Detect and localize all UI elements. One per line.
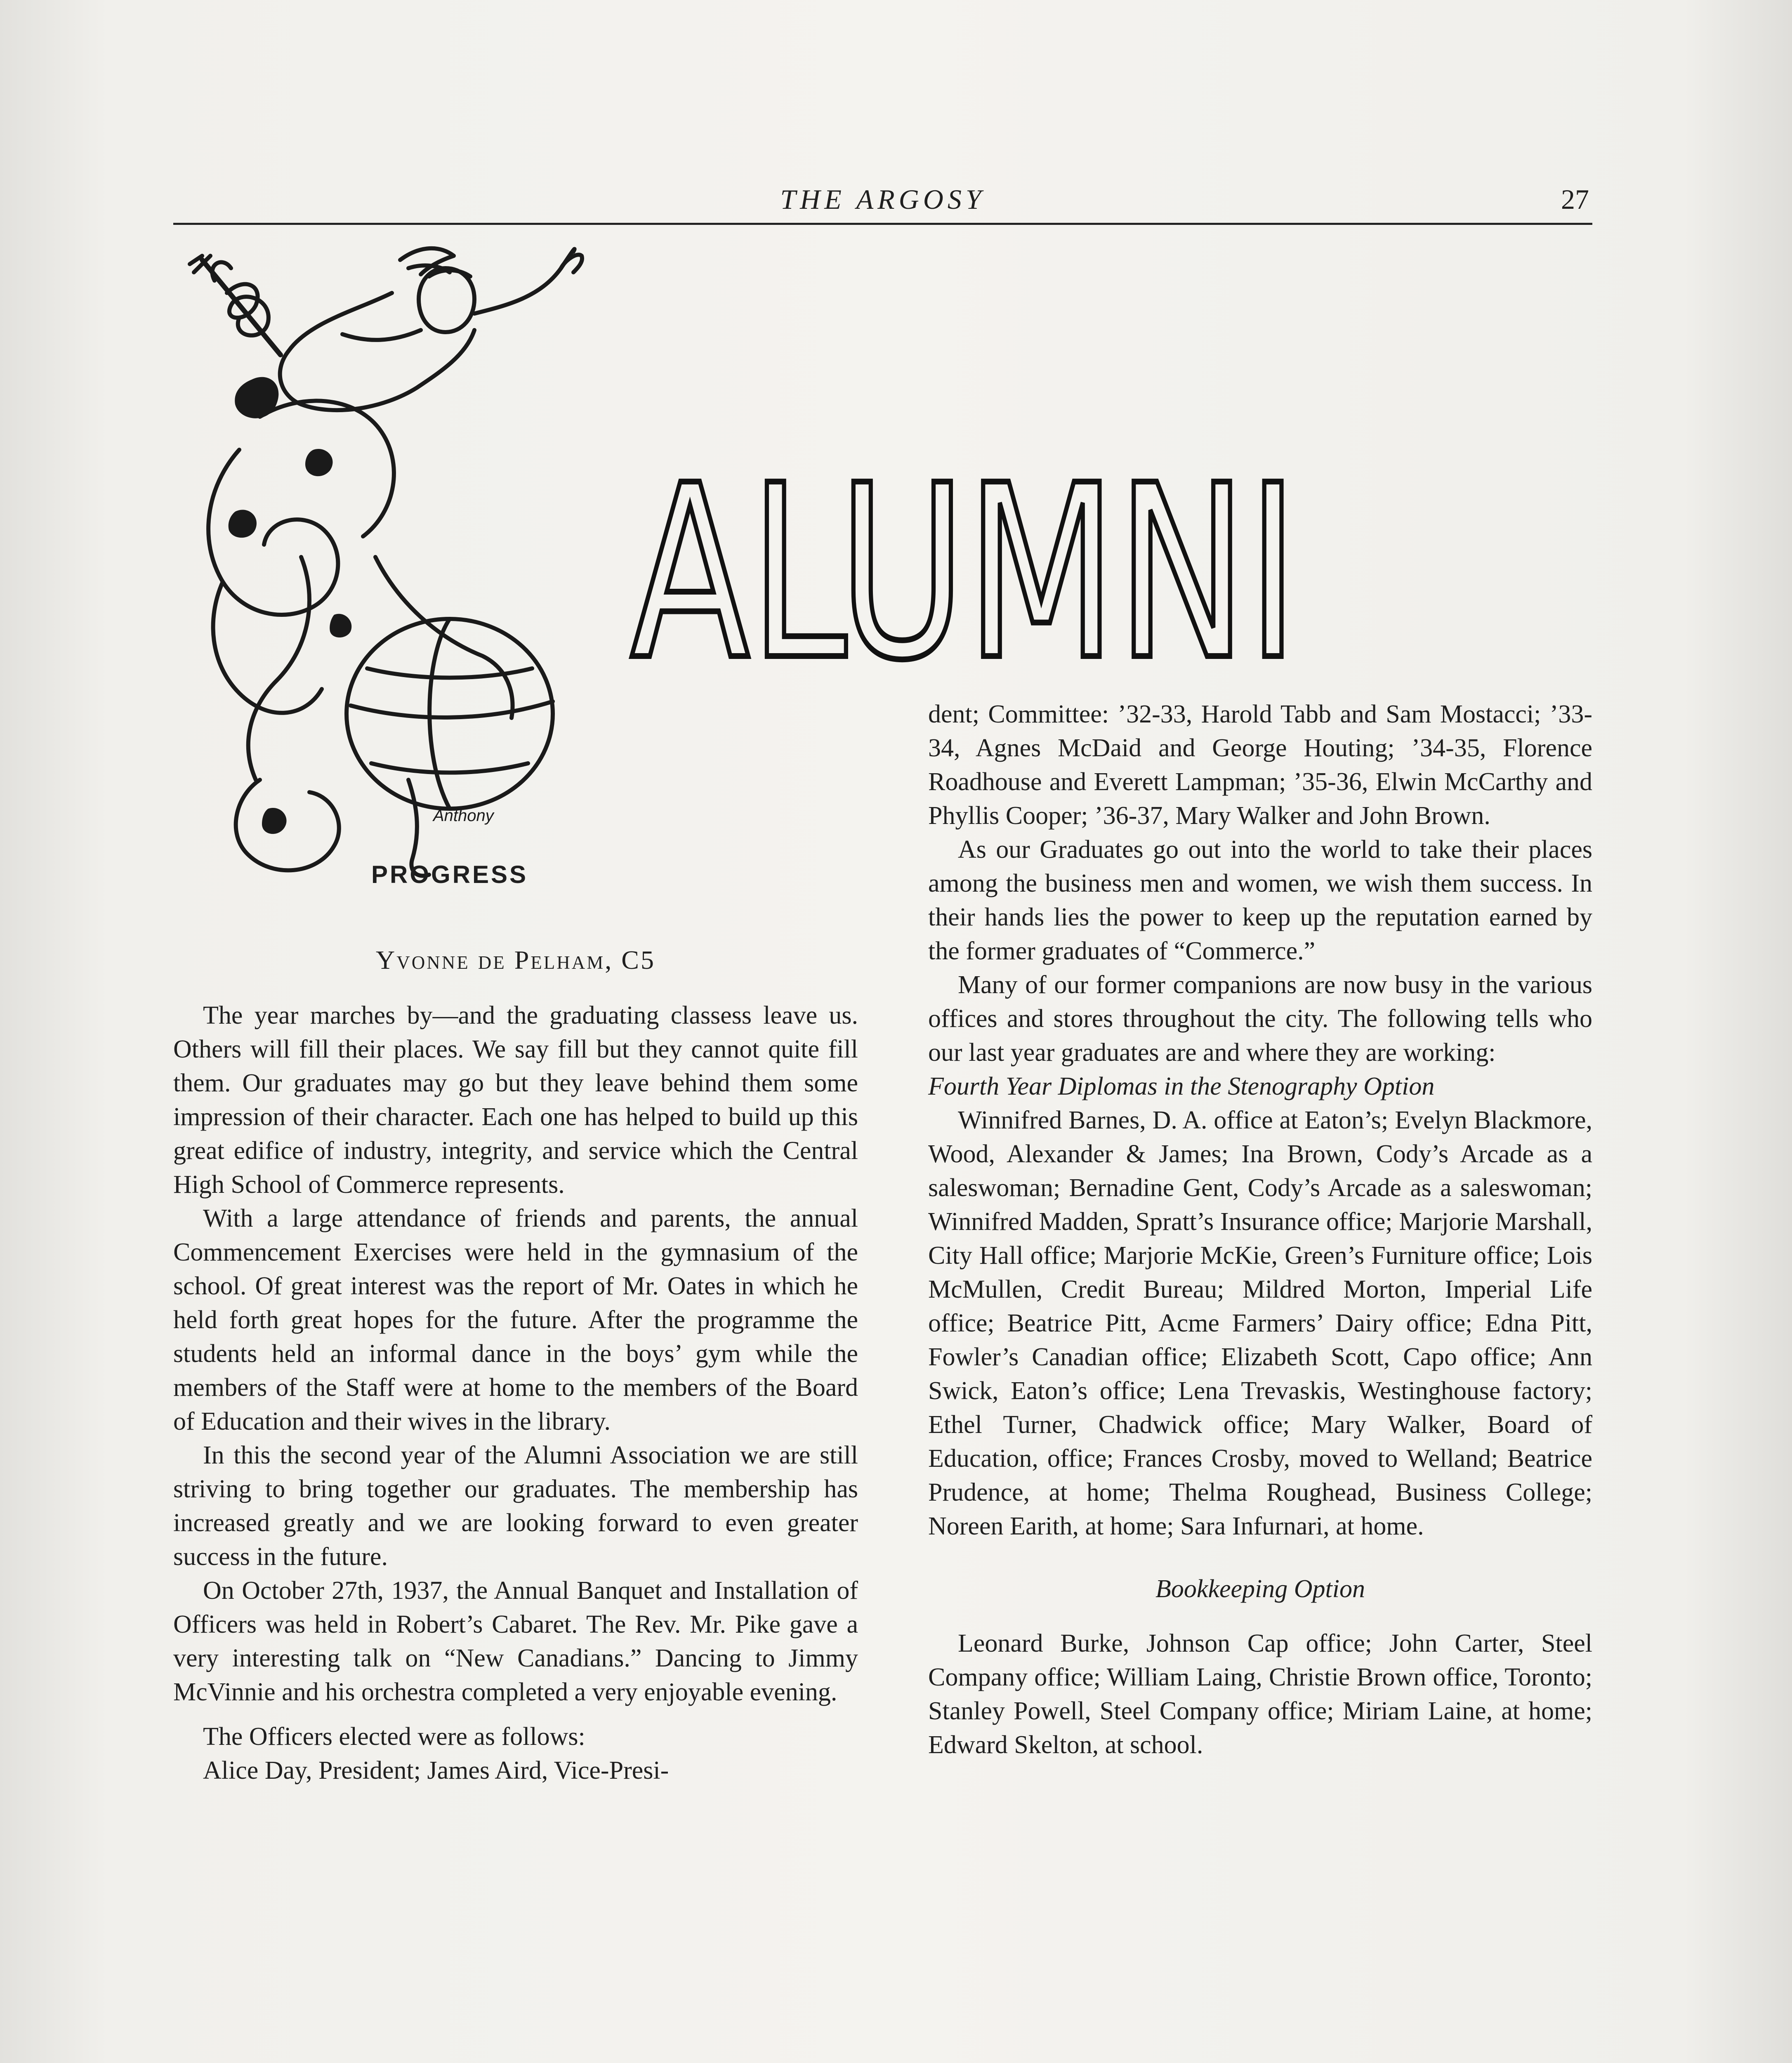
page-header: [173, 182, 1592, 225]
paragraph: On October 27th, 1937, the Annual Banquet and Installation of Officers was held in Robert’s Cabaret. The Rev. Mr. Pike gave a very interesting talk on “New Canadians.” Dancing to Jimmy McVinnie and his orchestra completed a very enjoyable evening.: [173, 1577, 858, 1706]
running-title: THE ARGOSY: [780, 184, 986, 215]
paragraph: The Officers elected were as follows:: [203, 1723, 585, 1751]
mercury-figure-illustration: [177, 243, 611, 908]
paragraph: Many of our former companions are now busy in the various offices and stores throughout the city. The following tells who our last year graduates are and where they are working:: [928, 971, 1592, 1067]
svg-text:ALUMNI: ALUMNI: [630, 441, 1299, 673]
left-column: [173, 998, 858, 1787]
illustration-signature: Anthony: [433, 807, 494, 825]
bookkeeping-list: Leonard Burke, Johnson Cap office; John Carter, Steel Company office; William Laing, Christie Brown office, Toronto; Stanley Powell, Steel Company office; Miriam Laine, at home; Edward Skelton, at school.: [928, 1629, 1592, 1759]
paragraph: dent; Committee: ’32-33, Harold Tabb and Sam Mostacci; ’33-34, Agnes McDaid and George Houting; ’34-35, Florence Roadhouse and Everett Lampman; ’35-36, Elwin McCarthy and Phyllis Cooper; ’36-37, Mary Walker and John Brown.: [928, 700, 1592, 830]
stenography-heading: Fourth Year Diplomas in the Stenography Option: [928, 1072, 1435, 1100]
alumni-heading: [627, 441, 1304, 673]
stenography-list: Winnifred Barnes, D. A. office at Eaton’s; Evelyn Blackmore, Wood, Alexander & James; Ina Brown, Cody’s Arcade as a saleswoman; Bernadine Gent, Cody’s Arcade as a saleswoman; Winnifred Madden, Spratt’s Insurance office; Marjorie Marshall, City Hall office; Marjorie McKie, Green’s Furniture office; Lois McMullen, Credit Bureau; Mildred Morton, Imperial Life office; Beatrice Pitt, Acme Farmers’ Dairy office; Edna Pitt, Fowler’s Canadian office; Elizabeth Scott, Capo office; Ann Swick, Eaton’s office; Lena Trevaskis, Westinghouse factory; Ethel Turner, Chadwick office; Mary Walker, Board of Education, office; Frances Crosby, moved to Welland; Beatrice Prudence, at home; Thelma Roughead, Business College; Noreen Earith, at home; Sara Infurnari, at home.: [928, 1106, 1592, 1540]
right-column: [928, 697, 1592, 1762]
paragraph: In this the second year of the Alumni Association we are still striving to bring together our graduates. The membership has increased greatly and we are looking forward to even greater success in the future.: [173, 1441, 858, 1571]
paragraph: As our Graduates go out into the world to take their places among the business men and women, we wish them success. In their hands lies the power to keep up the reputation earned by the former graduates of “Commerce.”: [928, 836, 1592, 965]
paragraph: Alice Day, President; James Aird, Vice-Presi-: [203, 1756, 669, 1784]
paragraph: With a large attendance of friends and parents, the annual Commencement Exercises were held in the gymnasium of the school. Of great interest was the report of Mr. Oates in which he held forth great hopes for the future. After the programme the students held an informal dance in the boys’ gym while the members of the Staff were at home to the members of the Board of Education and their wives in the library.: [173, 1204, 858, 1435]
byline: Yvonne de Pelham, C5: [376, 945, 655, 975]
paragraph: The year marches by—and the graduating classess leave us. Others will fill their places. We say fill but they cannot quite fill them. Our graduates may go but they leave behind them some impression of their character. Each one has helped to build up this great edifice of industry, integrity, and service which the Central High School of Commerce represents.: [173, 1001, 858, 1199]
illustration-caption: PROGRESS: [371, 861, 528, 888]
page-number: 27: [1561, 184, 1589, 215]
bookkeeping-heading: Bookkeeping Option: [1155, 1575, 1365, 1603]
